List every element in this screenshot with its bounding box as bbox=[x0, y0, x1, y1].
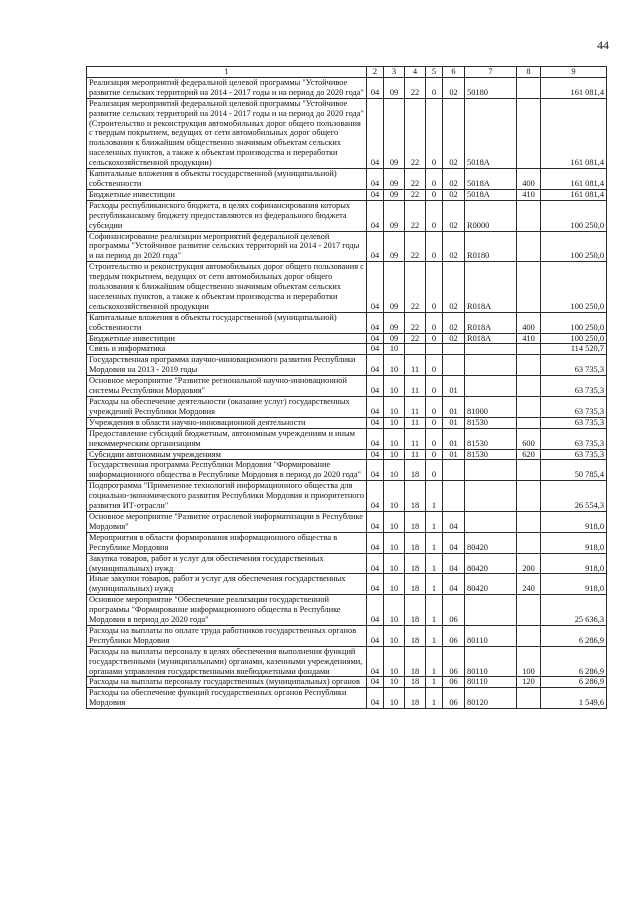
code-activity: 06 bbox=[443, 677, 465, 688]
code-subprogram: 0 bbox=[426, 376, 443, 397]
code-activity: 06 bbox=[443, 595, 465, 626]
code-expense-type bbox=[517, 98, 541, 168]
code-subsection: 10 bbox=[384, 646, 405, 677]
code-subprogram: 0 bbox=[426, 417, 443, 428]
row-description: Государственная программа Республики Мордовия "Формирование информационного общества в Республике Мордовия в период до 2020 года" bbox=[87, 460, 367, 481]
code-subprogram: 1 bbox=[426, 677, 443, 688]
code-activity: 01 bbox=[443, 449, 465, 460]
amount: 6 286,9 bbox=[541, 677, 607, 688]
code-section: 04 bbox=[367, 688, 384, 709]
code-subsection: 09 bbox=[384, 98, 405, 168]
code-subprogram: 0 bbox=[426, 231, 443, 262]
amount: 6 286,9 bbox=[541, 646, 607, 677]
code-direction: 80110 bbox=[465, 646, 517, 677]
table-row bbox=[87, 625, 607, 646]
code-section: 04 bbox=[367, 397, 384, 418]
amount: 26 554,3 bbox=[541, 481, 607, 512]
code-program: 11 bbox=[405, 397, 426, 418]
code-subsection: 10 bbox=[384, 355, 405, 376]
amount: 114 520,7 bbox=[541, 344, 607, 355]
code-program: 22 bbox=[405, 333, 426, 344]
code-section: 04 bbox=[367, 333, 384, 344]
table-row bbox=[87, 677, 607, 688]
row-description: Основное мероприятие "Развитие отраслевой информатизации в Республике Мордовия" bbox=[87, 511, 367, 532]
amount: 25 636,3 bbox=[541, 595, 607, 626]
code-program bbox=[405, 344, 426, 355]
code-subsection: 10 bbox=[384, 595, 405, 626]
budget-table-container bbox=[86, 66, 606, 709]
row-description: Реализация мероприятий федеральной целевой программы "Устойчивое развитие сельских территорий на 2014 - 2017 годы и на период до 2020 года" (Строительство и реконструкция автомобильных дорог общего пользования с твердым покрытием, ведущих от сети автомобильных дорог общего пользования к ближайшим общественно значимым объектам сельских населенных пунктов, а также к объектам производства и переработки сельскохозяйственной продукции) bbox=[87, 98, 367, 168]
code-activity bbox=[443, 344, 465, 355]
code-subprogram: 0 bbox=[426, 449, 443, 460]
header-row bbox=[87, 67, 607, 78]
table-row bbox=[87, 449, 607, 460]
code-direction bbox=[465, 376, 517, 397]
code-activity: 02 bbox=[443, 189, 465, 200]
code-program: 11 bbox=[405, 376, 426, 397]
code-activity: 04 bbox=[443, 532, 465, 553]
code-subprogram: 0 bbox=[426, 189, 443, 200]
row-description: Расходы на обеспечение функций государственных органов Республики Мордовия bbox=[87, 688, 367, 709]
row-description: Иные закупки товаров, работ и услуг для обеспечения государственных (муниципальных) нужд bbox=[87, 574, 367, 595]
code-subprogram: 0 bbox=[426, 460, 443, 481]
code-subsection: 09 bbox=[384, 77, 405, 98]
code-expense-type bbox=[517, 355, 541, 376]
header-col-3: 3 bbox=[384, 67, 405, 78]
code-expense-type bbox=[517, 460, 541, 481]
code-section: 04 bbox=[367, 376, 384, 397]
code-direction bbox=[465, 511, 517, 532]
code-subprogram: 0 bbox=[426, 355, 443, 376]
code-section: 04 bbox=[367, 77, 384, 98]
code-subprogram: 1 bbox=[426, 553, 443, 574]
code-expense-type: 240 bbox=[517, 574, 541, 595]
code-subsection: 09 bbox=[384, 333, 405, 344]
code-subsection: 10 bbox=[384, 532, 405, 553]
table-row bbox=[87, 262, 607, 313]
code-activity: 02 bbox=[443, 231, 465, 262]
code-expense-type bbox=[517, 262, 541, 313]
code-subsection: 10 bbox=[384, 344, 405, 355]
code-activity: 02 bbox=[443, 262, 465, 313]
code-program: 22 bbox=[405, 77, 426, 98]
code-direction bbox=[465, 344, 517, 355]
code-direction: R018А bbox=[465, 262, 517, 313]
code-subprogram: 1 bbox=[426, 688, 443, 709]
code-section: 04 bbox=[367, 574, 384, 595]
code-subprogram bbox=[426, 344, 443, 355]
row-description: Подпрограмма "Применение технологий информационного общества для социально-экономического развития Республики Мордовия и приоритетного развития ИТ-отрасли" bbox=[87, 481, 367, 512]
code-expense-type bbox=[517, 417, 541, 428]
code-expense-type: 400 bbox=[517, 312, 541, 333]
row-description: Основное мероприятие "Развитие региональной научно-инновационной системы Республики Мордовия" bbox=[87, 376, 367, 397]
table-row bbox=[87, 189, 607, 200]
code-subsection: 10 bbox=[384, 481, 405, 512]
table-row bbox=[87, 169, 607, 190]
code-direction bbox=[465, 355, 517, 376]
code-activity: 01 bbox=[443, 417, 465, 428]
row-description: Мероприятия в области формирования информационного общества в Республике Мордовия bbox=[87, 532, 367, 553]
amount: 50 785,4 bbox=[541, 460, 607, 481]
code-subsection: 09 bbox=[384, 312, 405, 333]
code-program: 22 bbox=[405, 98, 426, 168]
code-direction: 80420 bbox=[465, 574, 517, 595]
code-subprogram: 0 bbox=[426, 333, 443, 344]
header-col-6: 6 bbox=[443, 67, 465, 78]
code-direction: 80420 bbox=[465, 553, 517, 574]
row-description: Связь и информатика bbox=[87, 344, 367, 355]
amount: 63 735,3 bbox=[541, 355, 607, 376]
code-direction bbox=[465, 481, 517, 512]
code-expense-type bbox=[517, 344, 541, 355]
table-row bbox=[87, 428, 607, 449]
row-description: Предоставление субсидий бюджетным, автономным учреждениям и иным некоммерческим организациям bbox=[87, 428, 367, 449]
code-section: 04 bbox=[367, 625, 384, 646]
table-row bbox=[87, 98, 607, 168]
code-expense-type: 100 bbox=[517, 646, 541, 677]
code-activity: 04 bbox=[443, 511, 465, 532]
code-subsection: 10 bbox=[384, 428, 405, 449]
amount: 100 250,0 bbox=[541, 262, 607, 313]
table-row bbox=[87, 376, 607, 397]
header-col-7: 7 bbox=[465, 67, 517, 78]
amount: 63 735,3 bbox=[541, 417, 607, 428]
code-subprogram: 0 bbox=[426, 397, 443, 418]
code-subsection: 10 bbox=[384, 625, 405, 646]
code-subprogram: 1 bbox=[426, 625, 443, 646]
code-direction: 5018А bbox=[465, 189, 517, 200]
code-section: 04 bbox=[367, 344, 384, 355]
code-section: 04 bbox=[367, 189, 384, 200]
code-activity: 01 bbox=[443, 428, 465, 449]
code-activity: 02 bbox=[443, 333, 465, 344]
row-description: Закупка товаров, работ и услуг для обеспечения государственных (муниципальных) нужд bbox=[87, 553, 367, 574]
amount: 161 081,4 bbox=[541, 98, 607, 168]
code-subsection: 09 bbox=[384, 262, 405, 313]
row-description: Расходы на выплаты персоналу в целях обеспечения выполнения функций государственными (муниципальными) органами, казенными учреждениями, органами управления государственными внебюджетными фондами bbox=[87, 646, 367, 677]
code-activity: 02 bbox=[443, 200, 465, 231]
code-expense-type: 400 bbox=[517, 169, 541, 190]
row-description: Расходы на выплаты персоналу государственных (муниципальных) органов bbox=[87, 677, 367, 688]
code-program: 18 bbox=[405, 532, 426, 553]
code-section: 04 bbox=[367, 646, 384, 677]
code-section: 04 bbox=[367, 449, 384, 460]
code-activity: 01 bbox=[443, 376, 465, 397]
table-row bbox=[87, 397, 607, 418]
code-section: 04 bbox=[367, 532, 384, 553]
code-subsection: 10 bbox=[384, 688, 405, 709]
code-program: 18 bbox=[405, 646, 426, 677]
amount: 918,0 bbox=[541, 553, 607, 574]
code-subprogram: 1 bbox=[426, 511, 443, 532]
code-program: 18 bbox=[405, 688, 426, 709]
row-description: Расходы на выплаты по оплате труда работников государственных органов Республики Мордовия bbox=[87, 625, 367, 646]
code-direction: 81530 bbox=[465, 417, 517, 428]
code-direction: 81000 bbox=[465, 397, 517, 418]
code-subsection: 10 bbox=[384, 460, 405, 481]
code-subsection: 10 bbox=[384, 376, 405, 397]
code-subsection: 10 bbox=[384, 417, 405, 428]
amount: 6 286,9 bbox=[541, 625, 607, 646]
code-expense-type bbox=[517, 595, 541, 626]
code-subsection: 10 bbox=[384, 397, 405, 418]
code-subprogram: 1 bbox=[426, 646, 443, 677]
row-description: Расходы на обеспечение деятельности (оказание услуг) государственных учреждений Республики Мордовия bbox=[87, 397, 367, 418]
code-activity bbox=[443, 460, 465, 481]
row-description: Основное мероприятие "Обеспечение реализации государственной программы "Формирование информационного общества в Республике Мордовия в период до 2020 года" bbox=[87, 595, 367, 626]
row-description: Расходы республиканского бюджета, в целях софинансирования которых республиканскому бюджету предоставляются из федерального бюджета субсидии bbox=[87, 200, 367, 231]
code-program: 18 bbox=[405, 625, 426, 646]
code-activity: 02 bbox=[443, 312, 465, 333]
code-direction: 80420 bbox=[465, 532, 517, 553]
code-subsection: 10 bbox=[384, 511, 405, 532]
row-description: Государственная программа научно-инновационного развития Республики Мордовия на 2013 - 2019 годы bbox=[87, 355, 367, 376]
header-col-4: 4 bbox=[405, 67, 426, 78]
code-program: 11 bbox=[405, 355, 426, 376]
code-expense-type bbox=[517, 625, 541, 646]
table-row bbox=[87, 77, 607, 98]
code-program: 22 bbox=[405, 231, 426, 262]
page-number: 44 bbox=[597, 38, 609, 52]
amount: 100 250,0 bbox=[541, 312, 607, 333]
code-program: 18 bbox=[405, 574, 426, 595]
table-row bbox=[87, 595, 607, 626]
code-subprogram: 0 bbox=[426, 77, 443, 98]
code-activity bbox=[443, 481, 465, 512]
code-program: 18 bbox=[405, 511, 426, 532]
code-expense-type bbox=[517, 481, 541, 512]
code-direction: 80110 bbox=[465, 625, 517, 646]
code-section: 04 bbox=[367, 511, 384, 532]
table-row bbox=[87, 200, 607, 231]
table-row bbox=[87, 646, 607, 677]
amount: 63 735,3 bbox=[541, 397, 607, 418]
code-direction: 81530 bbox=[465, 449, 517, 460]
code-direction: 5018А bbox=[465, 98, 517, 168]
code-section: 04 bbox=[367, 417, 384, 428]
code-section: 04 bbox=[367, 428, 384, 449]
table-row bbox=[87, 553, 607, 574]
code-section: 04 bbox=[367, 595, 384, 626]
code-activity: 01 bbox=[443, 397, 465, 418]
code-direction: 80120 bbox=[465, 688, 517, 709]
code-subsection: 09 bbox=[384, 231, 405, 262]
amount: 1 549,6 bbox=[541, 688, 607, 709]
code-subprogram: 0 bbox=[426, 200, 443, 231]
code-section: 04 bbox=[367, 355, 384, 376]
amount: 161 081,4 bbox=[541, 169, 607, 190]
code-expense-type bbox=[517, 231, 541, 262]
amount: 100 250,0 bbox=[541, 333, 607, 344]
budget-table bbox=[86, 66, 607, 709]
code-program: 11 bbox=[405, 428, 426, 449]
code-expense-type bbox=[517, 77, 541, 98]
code-subprogram: 1 bbox=[426, 532, 443, 553]
code-section: 04 bbox=[367, 98, 384, 168]
amount: 100 250,0 bbox=[541, 231, 607, 262]
amount: 100 250,0 bbox=[541, 200, 607, 231]
code-subprogram: 0 bbox=[426, 98, 443, 168]
code-program: 18 bbox=[405, 677, 426, 688]
row-description: Учреждения в области научно-инновационной деятельности bbox=[87, 417, 367, 428]
code-expense-type: 200 bbox=[517, 553, 541, 574]
code-program: 22 bbox=[405, 200, 426, 231]
amount: 63 735,3 bbox=[541, 428, 607, 449]
amount: 63 735,3 bbox=[541, 376, 607, 397]
code-subprogram: 0 bbox=[426, 262, 443, 313]
code-direction: R0000 bbox=[465, 200, 517, 231]
code-program: 18 bbox=[405, 595, 426, 626]
table-row bbox=[87, 333, 607, 344]
code-expense-type: 410 bbox=[517, 189, 541, 200]
amount: 918,0 bbox=[541, 511, 607, 532]
amount: 161 081,4 bbox=[541, 77, 607, 98]
code-program: 18 bbox=[405, 460, 426, 481]
code-program: 22 bbox=[405, 312, 426, 333]
code-expense-type: 620 bbox=[517, 449, 541, 460]
header-col-1: 1 bbox=[87, 67, 367, 78]
code-activity: 06 bbox=[443, 625, 465, 646]
code-direction bbox=[465, 460, 517, 481]
table-body bbox=[87, 77, 607, 708]
code-program: 22 bbox=[405, 262, 426, 313]
row-description: Бюджетные инвестиции bbox=[87, 333, 367, 344]
header-col-5: 5 bbox=[426, 67, 443, 78]
code-subprogram: 0 bbox=[426, 312, 443, 333]
code-subsection: 09 bbox=[384, 169, 405, 190]
code-section: 04 bbox=[367, 553, 384, 574]
code-section: 04 bbox=[367, 231, 384, 262]
code-direction: 81530 bbox=[465, 428, 517, 449]
code-subsection: 10 bbox=[384, 449, 405, 460]
code-section: 04 bbox=[367, 262, 384, 313]
code-program: 18 bbox=[405, 481, 426, 512]
code-section: 04 bbox=[367, 169, 384, 190]
code-program: 18 bbox=[405, 553, 426, 574]
code-activity bbox=[443, 355, 465, 376]
code-section: 04 bbox=[367, 677, 384, 688]
row-description: Софинансирование реализации мероприятий федеральной целевой программы "Устойчивое развитие сельских территорий на 2014 - 2017 годы и на период до 2020 года" bbox=[87, 231, 367, 262]
code-expense-type bbox=[517, 511, 541, 532]
code-activity: 02 bbox=[443, 98, 465, 168]
code-expense-type: 410 bbox=[517, 333, 541, 344]
code-program: 11 bbox=[405, 417, 426, 428]
code-subprogram: 1 bbox=[426, 574, 443, 595]
code-subsection: 10 bbox=[384, 553, 405, 574]
code-activity: 04 bbox=[443, 553, 465, 574]
table-row bbox=[87, 231, 607, 262]
code-activity: 04 bbox=[443, 574, 465, 595]
header-col-2: 2 bbox=[367, 67, 384, 78]
row-description: Капитальные вложения в объекты государственной (муниципальной) собственности bbox=[87, 312, 367, 333]
code-subprogram: 0 bbox=[426, 169, 443, 190]
code-section: 04 bbox=[367, 481, 384, 512]
code-direction bbox=[465, 595, 517, 626]
header-col-8: 8 bbox=[517, 67, 541, 78]
row-description: Реализация мероприятий федеральной целевой программы "Устойчивое развитие сельских территорий на 2014 - 2017 годы и на период до 2020 года" bbox=[87, 77, 367, 98]
code-activity: 06 bbox=[443, 688, 465, 709]
header-col-9: 9 bbox=[541, 67, 607, 78]
table-row bbox=[87, 344, 607, 355]
code-program: 22 bbox=[405, 189, 426, 200]
amount: 161 081,4 bbox=[541, 189, 607, 200]
code-subprogram: 1 bbox=[426, 481, 443, 512]
code-direction: 5018А bbox=[465, 169, 517, 190]
code-activity: 02 bbox=[443, 77, 465, 98]
table-row bbox=[87, 574, 607, 595]
code-activity: 06 bbox=[443, 646, 465, 677]
code-direction: R018А bbox=[465, 312, 517, 333]
code-expense-type: 600 bbox=[517, 428, 541, 449]
code-section: 04 bbox=[367, 200, 384, 231]
code-subsection: 10 bbox=[384, 574, 405, 595]
table-row bbox=[87, 688, 607, 709]
row-description: Бюджетные инвестиции bbox=[87, 189, 367, 200]
code-program: 11 bbox=[405, 449, 426, 460]
table-row bbox=[87, 481, 607, 512]
row-description: Капитальные вложения в объекты государственной (муниципальной) собственности bbox=[87, 169, 367, 190]
amount: 918,0 bbox=[541, 532, 607, 553]
table-row bbox=[87, 460, 607, 481]
code-subsection: 09 bbox=[384, 200, 405, 231]
code-subprogram: 0 bbox=[426, 428, 443, 449]
code-section: 04 bbox=[367, 312, 384, 333]
code-expense-type bbox=[517, 376, 541, 397]
code-subsection: 10 bbox=[384, 677, 405, 688]
code-direction: R018А bbox=[465, 333, 517, 344]
table-row bbox=[87, 417, 607, 428]
code-expense-type bbox=[517, 532, 541, 553]
code-subprogram: 1 bbox=[426, 595, 443, 626]
code-direction: 80110 bbox=[465, 677, 517, 688]
table-row bbox=[87, 511, 607, 532]
table-row bbox=[87, 312, 607, 333]
code-activity: 02 bbox=[443, 169, 465, 190]
code-expense-type bbox=[517, 397, 541, 418]
table-row bbox=[87, 355, 607, 376]
code-program: 22 bbox=[405, 169, 426, 190]
code-expense-type bbox=[517, 200, 541, 231]
code-expense-type bbox=[517, 688, 541, 709]
code-expense-type: 120 bbox=[517, 677, 541, 688]
row-description: Субсидии автономным учреждениям bbox=[87, 449, 367, 460]
amount: 918,0 bbox=[541, 574, 607, 595]
code-section: 04 bbox=[367, 460, 384, 481]
code-subsection: 09 bbox=[384, 189, 405, 200]
row-description: Строительство и реконструкция автомобильных дорог общего пользования с твердым покрытием, ведущих от сети автомобильных дорог общего пользования к ближайшим общественно значимым объектам сельских населенных пунктов, а также к объектам производства и переработки сельскохозяйственной продукции bbox=[87, 262, 367, 313]
table-row bbox=[87, 532, 607, 553]
code-direction: 50180 bbox=[465, 77, 517, 98]
code-direction: R0180 bbox=[465, 231, 517, 262]
amount: 63 735,3 bbox=[541, 449, 607, 460]
